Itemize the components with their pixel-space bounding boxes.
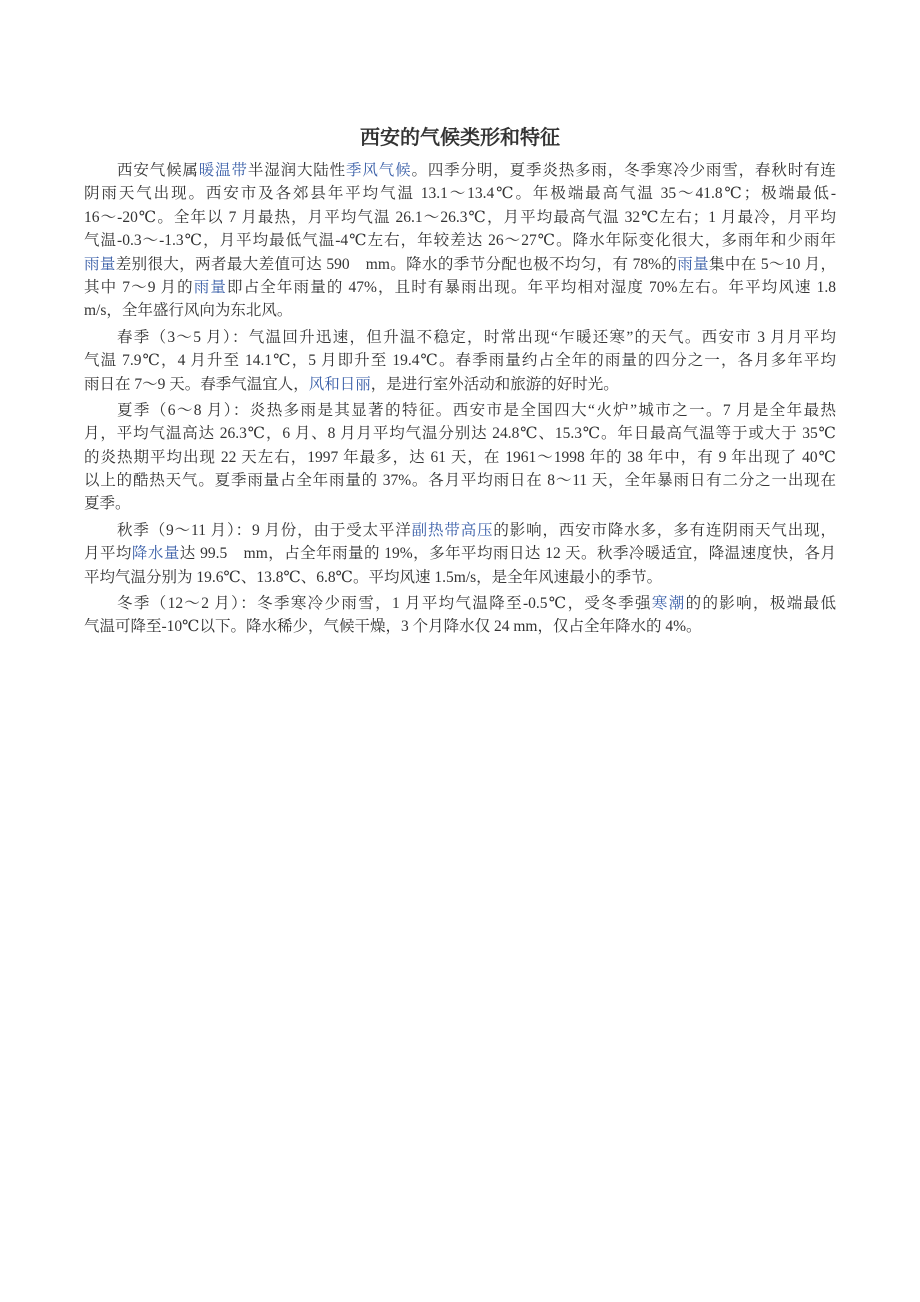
term-link[interactable]: 雨量 xyxy=(84,255,116,273)
text-line xyxy=(84,469,836,492)
text-segment: 阴雨天气出现。西安市及各郊县年平均气温 13.1～13.4℃。年极端最高气温 35～41.8℃；极端最低- xyxy=(84,185,836,203)
text-segment: 差别很大，两者最大差值可达 590 mm。降水的季节分配也极不均匀，有 78%的 xyxy=(115,255,678,273)
term-link[interactable]: 寒潮 xyxy=(651,595,686,613)
text-segment: 气温-0.3～-1.3℃，月平均最低气温-4℃左右，年较差达 26～27℃。降水年际变化很大，多雨年和少雨年 xyxy=(84,232,836,250)
text-segment: 平均气温分别为 19.6℃、13.8℃、6.8℃。平均风速 1.5m/s，是全年风速最小的季节。 xyxy=(84,568,663,586)
paragraph xyxy=(84,592,836,639)
text-line xyxy=(84,519,836,542)
term-link[interactable]: 暖温带 xyxy=(198,162,248,179)
text-segment: 夏季（6～8 月）：炎热多雨是其显著的特征。西安市是全国四大“火炉”城市之一。7 月是全年最热 xyxy=(117,401,836,419)
text-segment: m/s，全年盛行风向为东北风。 xyxy=(84,302,293,320)
text-line xyxy=(84,373,836,396)
text-segment: 半湿润大陆性 xyxy=(247,162,347,179)
paragraph xyxy=(84,159,836,323)
term-link[interactable]: 雨量 xyxy=(677,255,709,273)
text-line xyxy=(84,229,836,252)
term-link[interactable]: 副热带高压 xyxy=(411,521,494,539)
text-segment: 集中在 5～10 月， xyxy=(709,255,836,273)
text-segment: 月平均 xyxy=(84,545,132,563)
text-line xyxy=(84,422,836,445)
text-line xyxy=(84,349,836,372)
text-line xyxy=(84,592,836,615)
text-segment: 夏季。 xyxy=(84,495,131,513)
text-line xyxy=(84,615,836,638)
text-segment: 即占全年雨量的 47%，且时有暴雨出现。年平均相对湿度 70%左右。年平均风速 1.8 xyxy=(227,278,836,296)
text-line xyxy=(84,446,836,469)
paragraph xyxy=(84,326,836,396)
text-line xyxy=(84,566,836,589)
text-segment: 西安气候属 xyxy=(117,162,199,179)
text-segment: 冬季（12～2 月）：冬季寒冷少雨雪，1 月平均气温降至-0.5℃，受冬季强 xyxy=(117,595,652,613)
text-segment: 的影响，西安市降水多，多有连阴雨天气出现， xyxy=(493,521,836,539)
text-segment: ，是进行室外活动和旅游的好时光。 xyxy=(370,375,619,393)
text-segment: 的的影响，极端最低 xyxy=(685,595,836,613)
paragraph xyxy=(84,399,836,516)
text-segment: 以上的酷热天气。夏季雨量占全年雨量的 37%。各月平均雨日在 8～11 天，全年暴雨日有二分之一出现在 xyxy=(84,472,836,490)
text-segment: 春季（3～5 月）：气温回升迅速，但升温不稳定，时常出现“乍暖还寒”的天气。西安市 3 月月平均 xyxy=(117,328,836,346)
text-segment: 雨日在 7～9 天。春季气温宜人， xyxy=(84,375,309,393)
text-segment: 其中 7～9 月的 xyxy=(84,278,194,296)
text-segment: 气温 7.9℃，4 月升至 14.1℃，5 月即升至 19.4℃。春季雨量约占全年的雨量的四分之一，各月多年平均 xyxy=(84,352,836,370)
text-segment: 16～-20℃。全年以 7 月最热，月平均气温 26.1～26.3℃，月平均最高气温 32℃左右；1 月最冷，月平均 xyxy=(84,208,836,226)
text-line xyxy=(84,159,836,182)
term-link[interactable]: 季风气候 xyxy=(346,162,412,179)
text-segment: 月，平均气温高达 26.3℃，6 月、8 月月平均气温分别达 24.8℃、15.3℃。年日最高气温等于或大于 35℃ xyxy=(84,425,836,443)
text-segment: 达 99.5 mm，占全年雨量的 19%，多年平均雨日达 12 天。秋季冷暖适宜，降温速度快，各月 xyxy=(179,545,836,563)
text-line xyxy=(84,399,836,422)
document-body xyxy=(84,159,836,642)
term-link[interactable]: 雨量 xyxy=(193,278,228,296)
text-line xyxy=(84,492,836,515)
text-segment: 气温可降至-10℃以下。降水稀少，气候干燥，3 个月降水仅 24 mm，仅占全年降水的 4%。 xyxy=(84,618,702,636)
text-line xyxy=(84,182,836,205)
text-segment: 秋季（9～11 月）：9 月份，由于受太平洋 xyxy=(117,521,412,539)
text-segment: 。四季分明，夏季炎热多雨，冬季寒冷少雨雪，春秋时有连 xyxy=(411,162,836,179)
term-link[interactable]: 降水量 xyxy=(131,545,180,563)
term-link[interactable]: 风和日丽 xyxy=(308,375,371,393)
text-line xyxy=(84,276,836,299)
document-title: 西安的气候类形和特征 xyxy=(360,127,560,149)
text-line xyxy=(84,326,836,349)
text-line xyxy=(84,206,836,229)
paragraph xyxy=(84,519,836,589)
text-line xyxy=(84,299,836,322)
text-line xyxy=(84,253,836,276)
text-line xyxy=(84,542,836,565)
text-segment: 的炎热期平均出现 22 天左右，1997 年最多，达 61 天，在 1961～1998 年的 38 年中，有 9 年出现了 40℃ xyxy=(84,448,836,466)
